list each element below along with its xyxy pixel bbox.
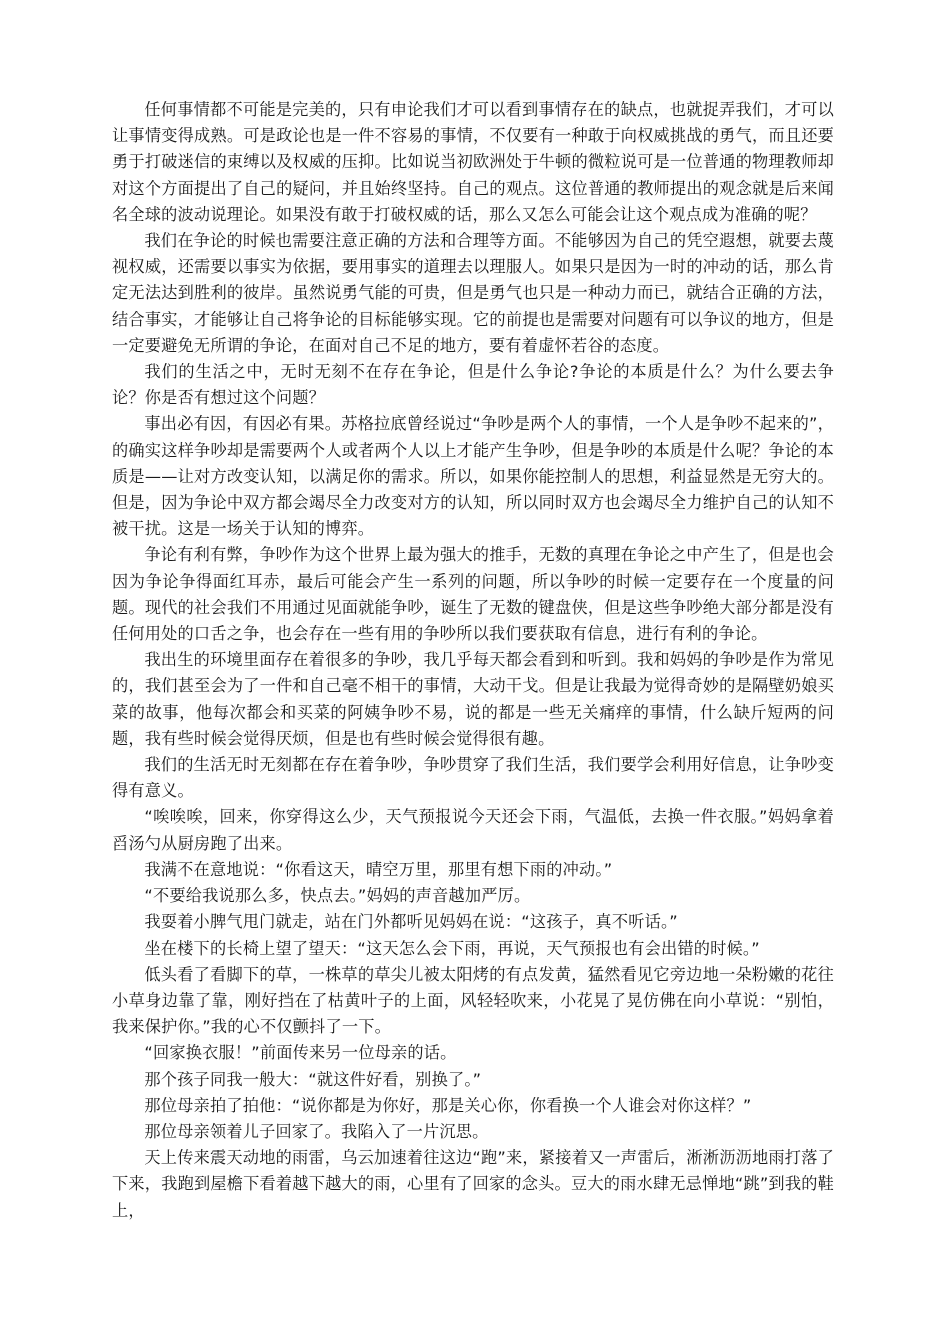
paragraph: 那位母亲领着儿子回家了。我陷入了一片沉思。: [144, 1121, 489, 1141]
paragraph: 任何事情都不可能是完美的，只有申论我们才可以看到事情存在的缺点，也就捉弄我们，才可以让事情变得成熟。可是政论也是一件不容易的事情，不仅要有一种敢于向权威挑战的勇气，而且还要勇于打破迷信的束缚以及权威的压抑。比如说当初欧洲处于牛顿的微粒说可是一位普通的物理教师却对这个方面提出了自己的疑问，并且始终坚持。自己的观点。这位普通的教师提出的观念就是后来闻名全球的波动说理论。如果没有敢于打破权威的话，那么又怎么可能会让这个观点成为准确的呢？: [112, 100, 834, 224]
paragraph: 我们的生活之中，无时无刻不在存在争论，但是什么争论?争论的本质是什么？为什么要去争论？你是否有想过这个问题？: [112, 362, 834, 408]
paragraph: 低头看了看脚下的草，一株草的草尖儿被太阳烤的有点发黄，猛然看见它旁边地一朵粉嫩的花往小草身边靠了靠，刚好挡在了枯黄叶子的上面，风轻轻吹来，小花晃了晃仿佛在向小草说：“别怕，我来保护你。”我的心不仅颤抖了一下。: [112, 964, 834, 1037]
paragraph: 坐在楼下的长椅上望了望天：“这天怎么会下雨，再说，天气预报也有会出错的时候。”: [144, 938, 760, 958]
paragraph: 我满不在意地说：“你看这天，晴空万里，那里有想下雨的冲动。”: [144, 859, 613, 879]
paragraph: 我耍着小脾气甩门就走，站在门外都听见妈妈在说：“这孩子，真不听话。”: [144, 912, 678, 932]
paragraph: 我们在争论的时候也需要注意正确的方法和合理等方面。不能够因为自己的凭空遐想，就要去蔑视权威，还需要以事实为依据，要用事实的道理去以理服人。如果只是因为一时的冲动的话，那么肯定无法达到胜利的彼岸。虽然说勇气能的可贵，但是勇气也只是一种动力而已，就结合正确的方法，结合事实，才能够让自己将争论的目标能够实现。它的前提也是需要对问题有可以争议的地方，但是一定要避免无所谓的争论，在面对自己不足的地方，要有着虚怀若谷的态度。: [112, 231, 834, 355]
paragraph: 那个孩子同我一般大：“就这件好看，别换了。”: [144, 1069, 482, 1089]
paragraph: “唉唉唉，回来，你穿得这么少，天气预报说今天还会下雨，气温低，去换一件衣服。”妈妈拿着舀汤勺从厨房跑了出来。: [112, 807, 834, 853]
paragraph: “不要给我说那么多，快点去。”妈妈的声音越加严厉。: [144, 886, 531, 906]
paragraph: 争论有利有弊，争吵作为这个世界上最为强大的推手，无数的真理在争论之中产生了，但是也会因为争论争得面红耳赤，最后可能会产生一系列的问题，所以争吵的时候一定要存在一个度量的问题。现代的社会我们不用通过见面就能争吵，诞生了无数的键盘侠，但是这些争吵绝大部分都是没有任何用处的口舌之争，也会存在一些有用的争吵所以我们要获取有信息，进行有利的争论。: [112, 545, 834, 644]
paragraph: 天上传来震天动地的雨雷，乌云加速着往这边“跑”来，紧接着又一声雷后，淅淅沥沥地雨打落了下来，我跑到屋檐下看着越下越大的雨，心里有了回家的念头。豆大的雨水肆无忌惮地“跳”到我的鞋上，: [112, 1148, 834, 1220]
document-body: [112, 97, 834, 1224]
paragraph: 我们的生活无时无刻都在存在着争吵，争吵贯穿了我们生活，我们要学会利用好信息，让争吵变得有意义。: [112, 755, 834, 801]
paragraph: 那位母亲拍了拍他：“说你都是为你好，那是关心你，你看换一个人谁会对你这样？”: [144, 1095, 752, 1115]
paragraph: 事出必有因，有因必有果。苏格拉底曾经说过“争吵是两个人的事情，一个人是争吵不起来的”，的确实这样争吵却是需要两个人或者两个人以上才能产生争吵，但是争吵的本质是什么呢？争论的本质是——让对方改变认知，以满足你的需求。所以，如果你能控制人的思想，利益显然是无穷大的。但是，因为争论中双方都会竭尽全力改变对方的认知，所以同时双方也会竭尽全力维护自己的认知不被干扰。这是一场关于认知的博弈。: [112, 414, 834, 539]
paragraph: “回家换衣服！”前面传来另一位母亲的话。: [144, 1043, 457, 1063]
paragraph: 我出生的环境里面存在着很多的争吵，我几乎每天都会看到和听到。我和妈妈的争吵是作为常见的，我们甚至会为了一件和自己毫不相干的事情，大动干戈。但是让我最为觉得奇妙的是隔壁奶娘买菜的故事，他每次都会和买菜的阿姨争吵不易，说的都是一些无关痛痒的事情，什么缺斤短两的问题，我有些时候会觉得厌烦，但是也有些时候会觉得很有趣。: [112, 650, 834, 748]
